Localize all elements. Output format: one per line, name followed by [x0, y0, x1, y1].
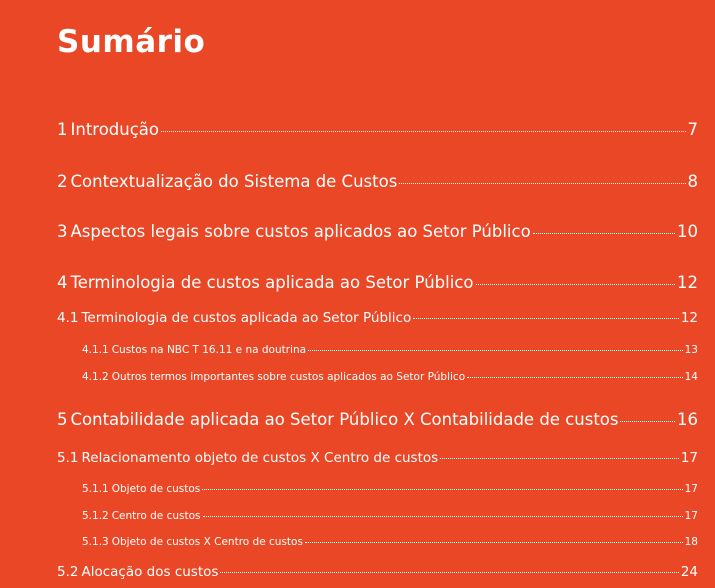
toc-entry-title: Contabilidade aplicada ao Setor Público X Contabilidade de custos — [70, 410, 619, 429]
toc-entry-number: 5.1.2 — [82, 510, 109, 522]
toc-entry-number: 4 — [57, 273, 68, 292]
toc-entry-page: 17 — [684, 483, 698, 495]
page-title: Sumário — [57, 24, 206, 60]
dot-leader — [308, 350, 683, 351]
toc-entry-number: 2 — [57, 172, 68, 191]
toc-entry-number: 5.1 — [57, 450, 79, 466]
toc-entry-title: Terminologia de custos aplicada ao Setor Público — [70, 273, 474, 292]
toc-entry-5-1-3[interactable] — [82, 536, 698, 548]
toc-entry-number: 4.1 — [57, 310, 79, 326]
toc-entry-number: 4.1.2 — [82, 371, 109, 383]
toc-entry-5-1[interactable] — [57, 450, 698, 466]
toc-entry-4-1-1[interactable] — [82, 344, 698, 356]
toc-entry-page: 16 — [677, 410, 698, 429]
toc-entry-4-1[interactable] — [57, 310, 698, 326]
toc-entry-1[interactable] — [57, 120, 698, 139]
dot-leader — [533, 233, 675, 234]
toc-entry-page: 14 — [684, 371, 698, 383]
toc-entry-3[interactable] — [57, 222, 698, 241]
dot-leader — [476, 284, 676, 285]
toc-entry-title: Alocação dos custos — [81, 564, 219, 580]
toc-entry-page: 17 — [680, 450, 698, 466]
toc-entry-number: 5 — [57, 410, 68, 429]
toc-entry-5[interactable] — [57, 410, 698, 429]
toc-entry-page: 17 — [684, 510, 698, 522]
toc-entry-5-1-1[interactable] — [82, 483, 698, 495]
dot-leader — [467, 377, 682, 378]
dot-leader — [202, 489, 682, 490]
toc-entry-2[interactable] — [57, 172, 698, 191]
toc-entry-4-1-2[interactable] — [82, 371, 698, 383]
toc-entry-title: Custos na NBC T 16.11 e na doutrina — [111, 344, 307, 356]
toc-entry-page: 7 — [687, 120, 698, 139]
toc-entry-5-1-2[interactable] — [82, 510, 698, 522]
toc-entry-number: 1 — [57, 120, 68, 139]
toc-entry-page: 8 — [687, 172, 698, 191]
toc-entry-title: Objeto de custos — [111, 483, 201, 495]
toc-entry-page: 24 — [680, 564, 698, 580]
toc-entry-title: Terminologia de custos aplicada ao Setor Público — [81, 310, 412, 326]
toc-entry-title: Outros termos importantes sobre custos aplicados ao Setor Público — [111, 371, 466, 383]
toc-entry-4[interactable] — [57, 273, 698, 292]
toc-entry-title: Aspectos legais sobre custos aplicados ao Setor Público — [70, 222, 531, 241]
toc-entry-title: Objeto de custos X Centro de custos — [111, 536, 303, 548]
dot-leader — [220, 572, 678, 573]
dot-leader — [620, 421, 675, 422]
toc-entry-number: 5.2 — [57, 564, 79, 580]
toc-entry-page: 18 — [684, 536, 698, 548]
toc-entry-page: 12 — [677, 273, 698, 292]
dot-leader — [440, 458, 679, 459]
toc-entry-page: 13 — [684, 344, 698, 356]
toc-entry-number: 5.1.3 — [82, 536, 109, 548]
toc-entry-title: Centro de custos — [111, 510, 201, 522]
toc-entry-title: Introdução — [70, 120, 160, 139]
toc-entry-title: Contextualização do Sistema de Custos — [70, 172, 398, 191]
toc-entry-5-2[interactable] — [57, 564, 698, 580]
dot-leader — [399, 183, 685, 184]
toc-entry-title: Relacionamento objeto de custos X Centro de custos — [81, 450, 439, 466]
toc-entry-number: 4.1.1 — [82, 344, 109, 356]
dot-leader — [161, 131, 685, 132]
toc-entry-number: 5.1.1 — [82, 483, 109, 495]
dot-leader — [203, 516, 683, 517]
toc-entry-page: 12 — [680, 310, 698, 326]
toc-entry-page: 10 — [677, 222, 698, 241]
dot-leader — [305, 542, 683, 543]
toc-entry-number: 3 — [57, 222, 68, 241]
dot-leader — [413, 318, 679, 319]
